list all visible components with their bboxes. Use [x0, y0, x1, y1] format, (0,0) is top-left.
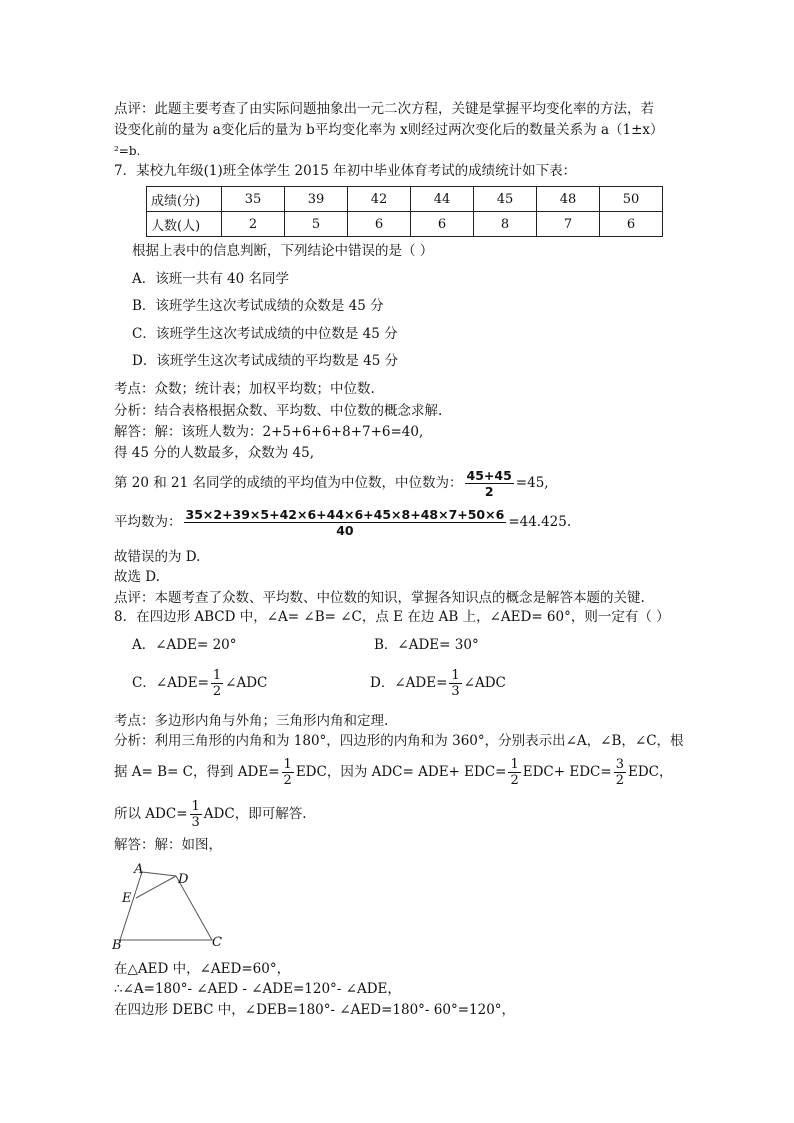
- quadrilateral-figure: [108, 862, 238, 954]
- q7-choice: 故选 D.: [114, 569, 160, 585]
- count-row: [147, 212, 663, 237]
- score-cell: 45: [474, 187, 537, 212]
- q7-option-c: C．该班学生这次考试成绩的中位数是 45 分: [132, 326, 398, 342]
- label-b: B: [112, 938, 122, 953]
- q8-kaodian: 考点：多边形内角与外角；三角形内角和定理.: [114, 713, 389, 729]
- fenxi3-denominator: 3: [191, 815, 200, 830]
- q8-option-c: [132, 666, 267, 700]
- segment-de: [136, 876, 176, 898]
- mean-fraction: [184, 507, 507, 538]
- score-cell: 50: [600, 187, 663, 212]
- median-text: 第 20 和 21 名同学的成绩的平均值为中位数，中位数为：: [114, 475, 463, 491]
- q7-prompt: 根据上表中的信息判断，下列结论中错误的是（ ）: [132, 243, 434, 259]
- label-a: A: [134, 862, 144, 877]
- fenxi2-fraction-3: [614, 757, 626, 788]
- opt-d-denominator: 3: [451, 684, 460, 699]
- q7-fenxi: 分析：结合表格根据众数、平均数、中位数的概念求解.: [114, 403, 443, 419]
- q8-option-b: B．∠ADE= 30°: [374, 637, 479, 653]
- score-cell: 44: [411, 187, 474, 212]
- median-denominator: 2: [484, 484, 494, 499]
- q8-jieda: 解答：解：如图，: [114, 837, 222, 853]
- quadrilateral-abcd: [120, 872, 212, 940]
- q8-solution-3: 在四边形 DEBC 中，∠DEB=180°- ∠AED=180°- 60°=120°，: [114, 1002, 516, 1018]
- fenxi2-denominator-2: 2: [510, 773, 519, 788]
- opt-c-angle: ∠ADC: [225, 675, 268, 691]
- opt-d-numerator: 1: [451, 668, 460, 683]
- fenxi3-text-2: ADC，即可解答.: [203, 806, 307, 822]
- comment-line-2: 设变化前的量为 a变化后的量为 b平均变化率为 x则经过两次变化后的数量关系为 a（1±x）: [114, 122, 664, 138]
- score-cell: 42: [348, 187, 411, 212]
- q8-fenxi-1: 分析：利用三角形的内角和为 180°，四边形的内角和为 360°，分别表示出∠A，∠B，∠C，根: [114, 733, 684, 749]
- opt-d-fraction: [449, 668, 461, 699]
- opt-d-text: D．∠ADE=: [370, 675, 448, 691]
- fenxi2-numerator-2: 1: [510, 757, 519, 772]
- fenxi2-denominator-1: 2: [283, 773, 292, 788]
- median-fraction: [465, 468, 514, 499]
- q8-fenxi-2: [114, 754, 672, 790]
- score-header: 成绩(分): [147, 187, 222, 212]
- q7-mean-line: [114, 505, 571, 539]
- mean-text: 平均数为：: [114, 514, 182, 530]
- median-numerator: 45+45: [466, 468, 512, 483]
- median-result: =45,: [515, 475, 549, 491]
- q7-stem: 7．某校九年级(1)班全体学生 2015 年初中毕业体育考试的成绩统计如下表：: [114, 163, 577, 179]
- q7-jieda-1: 解答：解：该班人数为：2+5+6+6+8+7+6=40,: [114, 424, 424, 440]
- count-cell: 8: [474, 212, 537, 237]
- opt-c-denominator: 2: [212, 684, 222, 699]
- score-cell: 48: [537, 187, 600, 212]
- fenxi2-numerator-3: 3: [615, 757, 624, 772]
- label-d: D: [178, 872, 189, 887]
- q8-solution-2: ∴∠A=180°- ∠AED - ∠ADE=120°- ∠ADE，: [114, 981, 401, 997]
- q8-option-d: [370, 666, 506, 700]
- label-e: E: [122, 891, 132, 906]
- q7-kaodian: 考点：众数；统计表；加权平均数；中位数.: [114, 381, 375, 397]
- count-cell: 7: [537, 212, 600, 237]
- fenxi2-text-4: EDC，: [627, 764, 673, 780]
- q7-option-d: D．该班学生这次考试成绩的平均数是 45 分: [132, 353, 399, 369]
- q8-fenxi-3: [114, 796, 307, 832]
- mean-numerator: 35×2+39×5+42×6+44×6+45×8+48×7+50×6: [185, 507, 505, 522]
- fenxi3-text-1: 所以 ADC=: [114, 806, 188, 822]
- q8-stem: 8．在四边形 ABCD 中，∠A= ∠B= ∠C，点 E 在边 AB 上，∠AED= 60°，则一定有（ ）: [114, 609, 670, 625]
- opt-d-angle: ∠ADC: [463, 675, 506, 691]
- score-cell: 39: [285, 187, 348, 212]
- q7-median-line: [114, 466, 549, 500]
- mean-result: =44.425.: [508, 514, 572, 530]
- comment-line-1: 点评：此题主要考查了由实际问题抽象出一元二次方程，关键是掌握平均变化率的方法，若: [114, 101, 654, 117]
- fenxi2-text-1: 据 A= B= C，得到 ADE=: [114, 764, 280, 780]
- fenxi2-text-2: EDC，因为 ADC= ADE+ EDC=: [295, 764, 507, 780]
- count-cell: 6: [348, 212, 411, 237]
- score-row: [147, 187, 663, 212]
- fenxi3-fraction: [190, 799, 202, 830]
- fenxi2-fraction-2: [508, 757, 520, 788]
- fenxi2-fraction-1: [282, 757, 294, 788]
- score-table: [146, 186, 663, 237]
- q8-solution-1: 在△AED 中，∠AED=60°，: [114, 961, 291, 977]
- fenxi2-numerator-1: 1: [283, 757, 292, 772]
- count-cell: 2: [222, 212, 285, 237]
- mean-denominator: 40: [336, 523, 354, 538]
- fenxi2-text-3: EDC+ EDC=: [522, 764, 612, 780]
- fenxi2-denominator-3: 2: [615, 773, 624, 788]
- fenxi3-numerator: 1: [191, 799, 200, 814]
- label-c: C: [212, 935, 222, 950]
- count-header: 人数(人): [147, 212, 222, 237]
- q8-option-a: A．∠ADE= 20°: [132, 637, 237, 653]
- q7-conclusion: 故错误的为 D.: [114, 549, 201, 565]
- comment-line-3: ²=b.: [114, 144, 141, 158]
- q7-option-a: A．该班一共有 40 名同学: [132, 271, 290, 287]
- count-cell: 6: [600, 212, 663, 237]
- opt-c-fraction: [211, 668, 223, 699]
- count-cell: 6: [411, 212, 474, 237]
- q7-jieda-2: 得 45 分的人数最多，众数为 45,: [114, 445, 315, 461]
- count-cell: 5: [285, 212, 348, 237]
- q7-comment: 点评：本题考查了众数、平均数、中位数的知识，掌握各知识点的概念是解答本题的关键.: [114, 590, 645, 606]
- opt-c-text: C．∠ADE=: [132, 675, 209, 691]
- score-cell: 35: [222, 187, 285, 212]
- opt-c-numerator: 1: [212, 668, 222, 683]
- q7-option-b: B．该班学生这次考试成绩的众数是 45 分: [132, 298, 384, 314]
